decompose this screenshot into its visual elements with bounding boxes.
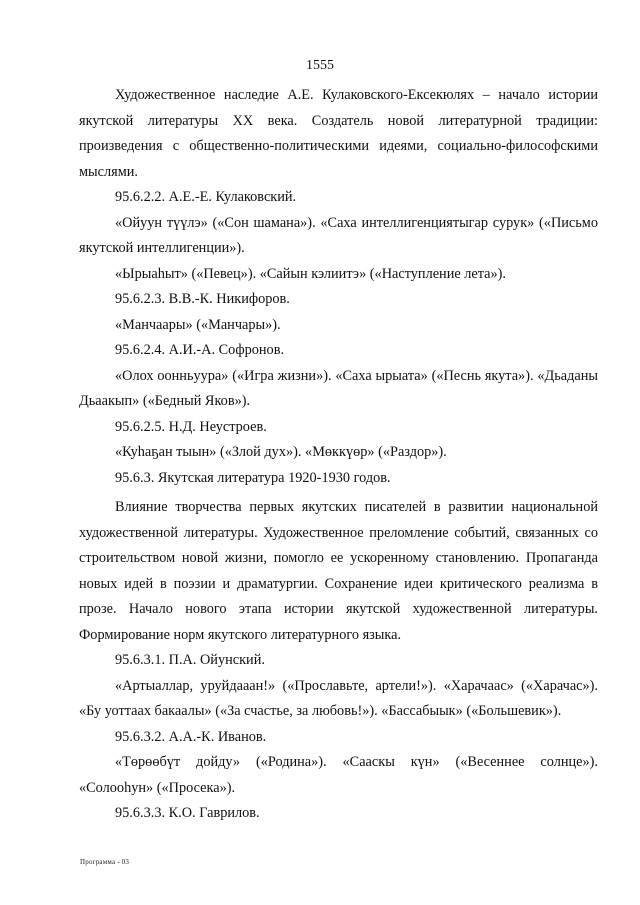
document-body xyxy=(79,83,598,827)
section-heading: 95.6.2.4. А.И.-А. Софронов. xyxy=(115,342,285,358)
paragraph-intro: Художественное наследие А.Е. Кулаковского-Ексекюлях – начало истории якутской литературы XX века. Создатель новой литературной традиции: произведения с общественно-политическими идеями, социально-философскими мыслями. xyxy=(79,87,598,180)
section-heading: 95.6.3. Якутская литература 1920-1930 годов. xyxy=(115,469,391,486)
works-list: «Куһаҕан тыын» («Злой дух»). «Мөккүөр» («Раздор»). xyxy=(115,444,447,460)
page-number: 1555 xyxy=(306,58,334,73)
footer-label: Программа - 03 xyxy=(80,858,130,866)
works-list: «Олох оонньуура» («Игра жизни»). «Саха ырыата» («Песнь якута»). «Дьаданы Дьаакып» («Бедный Яков»). xyxy=(79,367,598,409)
works-list: «Манчаары» («Манчары»). xyxy=(115,316,281,333)
section-heading: 95.6.2.5. Н.Д. Неустроев. xyxy=(115,418,267,435)
works-list: «Ырыаһыт» («Певец»). «Сайын кэлиитэ» («Наступление лета»). xyxy=(115,265,507,282)
works-list: «Ойуун түүлэ» («Сон шамана»). «Саха интеллигенциятыгар сурук» («Письмо якутской интеллигенции»). xyxy=(79,214,598,256)
works-list: «Төрөөбүт дойду» («Родина»). «Сааскы күн» («Весеннее солнце»). «Солооһун» («Просека»). xyxy=(79,754,598,796)
section-heading: 95.6.3.2. А.А.-К. Иванов. xyxy=(115,728,267,745)
section-heading: 95.6.2.2. А.Е.-Е. Кулаковский. xyxy=(115,189,297,205)
section-heading: 95.6.2.3. В.В.-К. Никифоров. xyxy=(115,291,290,307)
section-heading: 95.6.3.1. П.А. Ойунский. xyxy=(115,652,265,668)
works-list: «Артыаллар, уруйдааан!» («Прославьте, артели!»). «Харачаас» («Харачас»). «Бу уоттаах бакаалы» («За счастье, за любовь!»). «Бассабыык» («Большевик»). xyxy=(79,677,598,719)
paragraph-body: Влияние творчества первых якутских писателей в развитии национальной художественной литературы. Художественное преломление событий, связанных со строительством новой жизни, помогло ее ускоренному становлению. Пропаганда новых идей в поэзии и драматургии. Сохранение идеи критического реализма в прозе. Начало нового этапа истории якутской художественной литературы. Формирование норм якутского литературного языка. xyxy=(79,499,598,643)
section-heading: 95.6.3.3. К.О. Гаврилов. xyxy=(115,805,260,821)
